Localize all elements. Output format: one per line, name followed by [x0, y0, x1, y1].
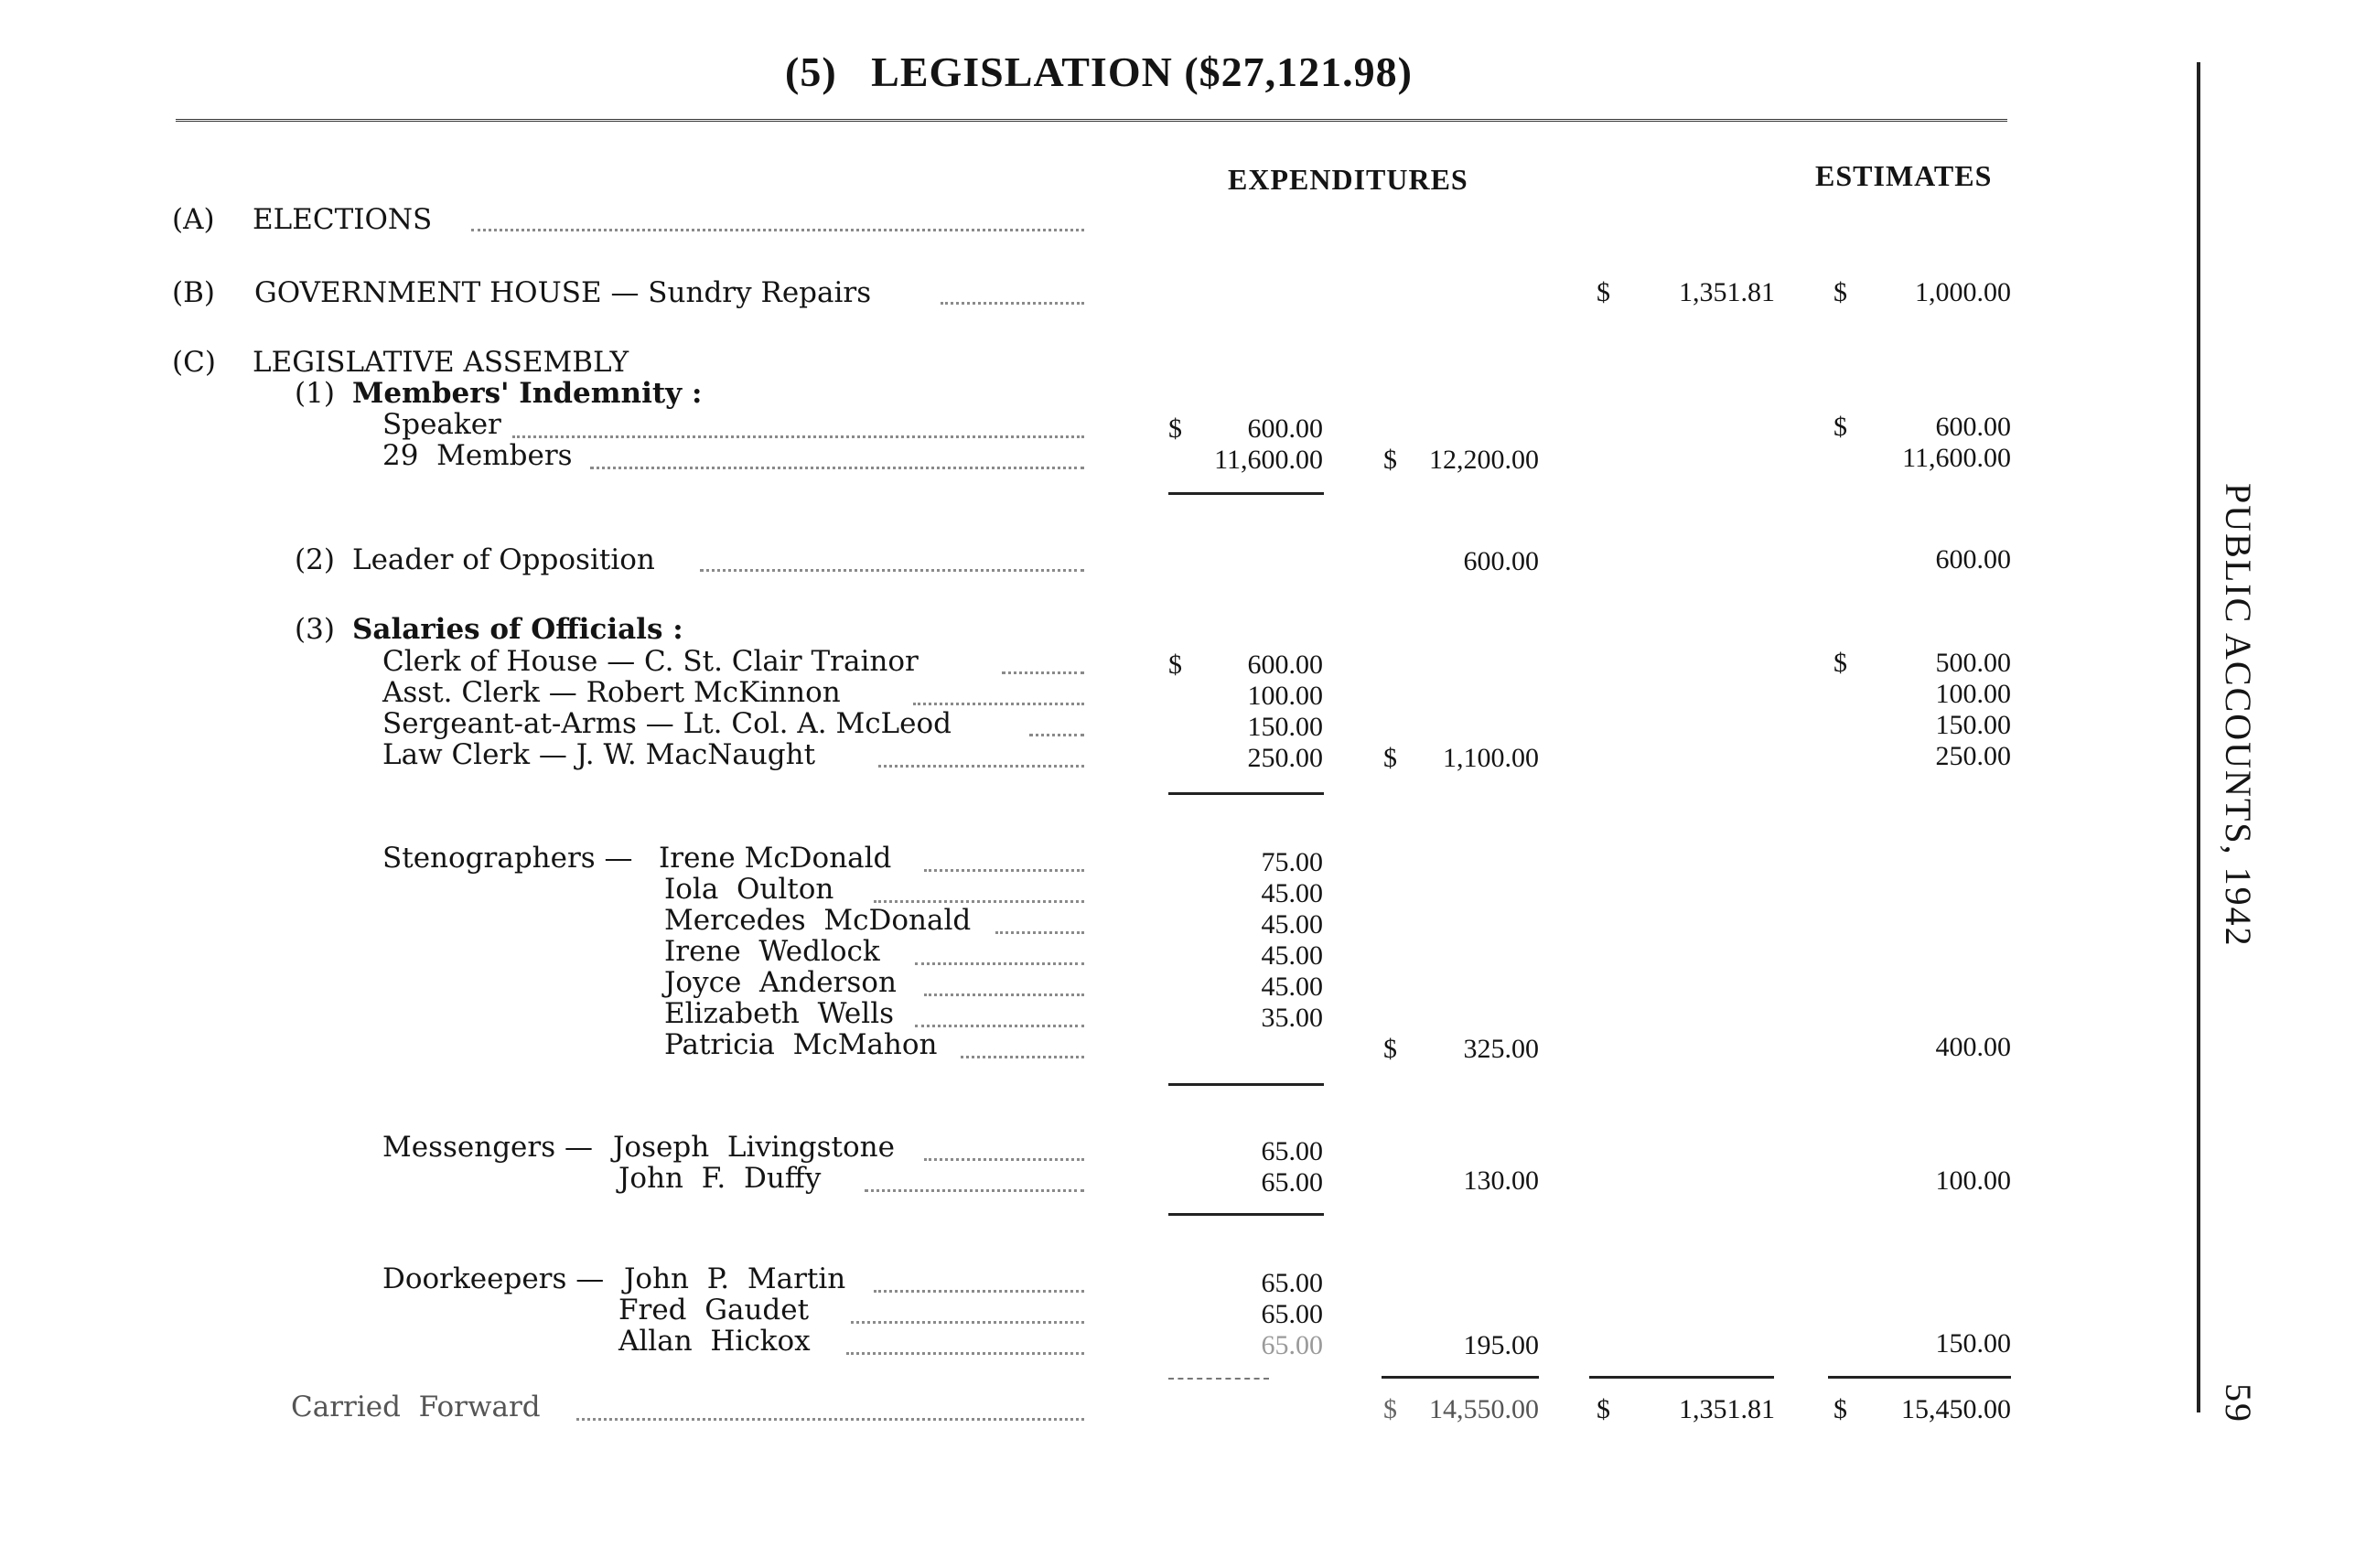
stenographer-amount: 45.00 [1261, 972, 1323, 1002]
doorkeeper-amount: 65.00 [1261, 1299, 1323, 1329]
leader-dots [700, 569, 1084, 572]
estimates-header: ESTIMATES [1815, 159, 1993, 192]
margin-rule [2197, 62, 2200, 1412]
total-rule [1382, 1376, 1539, 1379]
doorkeeper-name: Allan Hickox [618, 1325, 811, 1358]
leader-dots [924, 1158, 1084, 1161]
official-row-label: Law Clerk — J. W. MacNaught [382, 738, 816, 771]
leader-dots [878, 765, 1084, 768]
carried-forward-expenditure-dollar: $ [1597, 1394, 1610, 1424]
title-rule [176, 119, 2007, 122]
subtotal-rule [1168, 1378, 1269, 1380]
subtotal-rule [1168, 492, 1324, 495]
leader-dots [915, 1025, 1084, 1027]
stenographers-prefix: Stenographers — [382, 842, 633, 875]
section-c-letter: (C) [172, 346, 216, 379]
speaker-label: Speaker [382, 408, 501, 441]
official-row-label: Asst. Clerk — Robert McKinnon [382, 676, 841, 709]
leader-dots [874, 900, 1084, 903]
leader-dots [851, 1321, 1084, 1324]
leader-dots [941, 302, 1084, 305]
official-row-amount: 600.00 [1247, 650, 1323, 680]
page-number: 59 [2218, 1383, 2259, 1423]
stenographer-name: Joyce Anderson [664, 966, 897, 999]
official-row-label: Clerk of House — C. St. Clair Trainor [382, 645, 919, 678]
stenographers-total-dollar: $ [1383, 1034, 1397, 1064]
opposition-total: 600.00 [1463, 546, 1539, 576]
running-head: PUBLIC ACCOUNTS, 1942 [2218, 483, 2259, 948]
expenditures-header: EXPENDITURES [1228, 163, 1468, 196]
stenographer-amount: 45.00 [1261, 878, 1323, 908]
stenographer-name: Iola Oulton [664, 873, 834, 906]
total-rule [1589, 1376, 1774, 1379]
stenographer-amount: 45.00 [1261, 909, 1323, 940]
subtotal-rule [1168, 1213, 1324, 1216]
carried-forward-dollar: $ [1383, 1394, 1397, 1424]
officials-total-dollar: $ [1383, 743, 1397, 773]
official-row-estimate: 250.00 [1935, 741, 2011, 771]
leader-dots [874, 1290, 1084, 1293]
leader-dots [865, 1189, 1084, 1192]
indemnity-number: (1) [295, 377, 335, 410]
carried-forward-expenditure: 1,351.81 [1679, 1394, 1775, 1424]
doorkeepers-estimate: 150.00 [1935, 1328, 2011, 1359]
leader-dots [846, 1352, 1084, 1355]
members-label: 29 Members [382, 439, 573, 472]
stenographer-amount: 35.00 [1261, 1003, 1323, 1033]
leader-dots [590, 467, 1084, 469]
section-b-dollar: $ [1597, 277, 1610, 307]
official-row-estimate: 150.00 [1935, 710, 2011, 740]
speaker-dollar: $ [1168, 413, 1182, 444]
official-row-label: Sergeant-at-Arms — Lt. Col. A. McLeod [382, 707, 952, 740]
messenger-name: John F. Duffy [618, 1162, 822, 1195]
carried-forward-total: 14,550.00 [1429, 1394, 1539, 1424]
stenographer-name: Mercedes McDonald [664, 904, 972, 937]
messenger-amount: 65.00 [1261, 1136, 1323, 1166]
stenographer-amount: 45.00 [1261, 940, 1323, 971]
official-row-amount: 150.00 [1247, 712, 1323, 742]
subtotal-rule [1168, 792, 1324, 795]
members-amount: 11,600.00 [1214, 445, 1323, 475]
opposition-number: (2) [295, 543, 335, 576]
members-total-dollar: $ [1383, 445, 1397, 475]
section-c-label: LEGISLATIVE ASSEMBLY [253, 346, 629, 379]
leader-dots [471, 229, 1084, 231]
messenger-name: Joseph Livingstone [613, 1131, 895, 1164]
section-b-label: GOVERNMENT HOUSE — Sundry Repairs [254, 276, 872, 309]
official-row-estimate: 100.00 [1935, 679, 2011, 709]
carried-forward-estimate: 15,450.00 [1901, 1394, 2011, 1424]
stenographer-name: Irene McDonald [659, 842, 892, 875]
doorkeeper-amount: 65.00 [1261, 1268, 1323, 1298]
leader-dots [961, 1056, 1084, 1058]
officials-estimate-dollar: $ [1833, 648, 1847, 678]
doorkeeper-name: Fred Gaudet [618, 1294, 810, 1326]
speaker-estimate-dollar: $ [1833, 412, 1847, 442]
stenographer-name: Irene Wedlock [664, 935, 880, 968]
messengers-estimate: 100.00 [1935, 1165, 2011, 1196]
indemnity-heading: Members' Indemnity : [352, 377, 703, 410]
page-title: (5) LEGISLATION ($27,121.98) [785, 48, 1413, 95]
total-rule [1828, 1376, 2011, 1379]
section-a-letter: (A) [172, 203, 215, 236]
stenographer-amount: 75.00 [1261, 847, 1323, 877]
opposition-label: Leader of Opposition [352, 543, 655, 576]
stenographer-name: Patricia McMahon [664, 1028, 938, 1061]
carried-forward-label: Carried Forward [291, 1391, 541, 1423]
speaker-amount: 600.00 [1247, 413, 1323, 444]
messengers-total: 130.00 [1463, 1165, 1539, 1196]
section-a-label: ELECTIONS [253, 203, 433, 236]
leader-dots [913, 703, 1084, 705]
members-total: 12,200.00 [1429, 445, 1539, 475]
officials-number: (3) [295, 613, 335, 646]
section-b-expenditure: 1,351.81 [1679, 277, 1775, 307]
subtotal-rule [1168, 1083, 1324, 1086]
section-b-letter: (B) [172, 276, 215, 309]
speaker-estimate: 600.00 [1935, 412, 2011, 442]
official-row-estimate: 500.00 [1935, 648, 2011, 678]
doorkeeper-name: John P. Martin [624, 1262, 846, 1295]
section-b-estimate-dollar: $ [1833, 277, 1847, 307]
carried-forward-estimate-dollar: $ [1833, 1394, 1847, 1424]
leader-dots [924, 869, 1084, 872]
leader-dots [512, 435, 1084, 438]
official-row-amount: 100.00 [1247, 681, 1323, 711]
leader-dots [915, 962, 1084, 965]
doorkeepers-total: 195.00 [1463, 1330, 1539, 1360]
leader-dots [576, 1418, 1084, 1421]
opposition-estimate: 600.00 [1935, 544, 2011, 575]
leader-dots [995, 931, 1084, 934]
stenographer-name: Elizabeth Wells [664, 997, 895, 1030]
official-row-amount: 250.00 [1247, 743, 1323, 773]
leader-dots [924, 993, 1084, 996]
officials-heading: Salaries of Officials : [352, 613, 683, 646]
stenographers-estimate: 400.00 [1935, 1032, 2011, 1062]
doorkeepers-prefix: Doorkeepers — [382, 1262, 605, 1295]
messengers-prefix: Messengers — [382, 1131, 593, 1164]
officials-total: 1,100.00 [1443, 743, 1539, 773]
officials-dollar: $ [1168, 650, 1182, 680]
leader-dots [1002, 671, 1084, 674]
messenger-amount: 65.00 [1261, 1167, 1323, 1197]
doorkeeper-amount: 65.00 [1261, 1330, 1323, 1360]
members-estimate: 11,600.00 [1902, 443, 2011, 473]
leader-dots [1029, 734, 1084, 736]
stenographers-total: 325.00 [1463, 1034, 1539, 1064]
section-b-estimate: 1,000.00 [1915, 277, 2011, 307]
